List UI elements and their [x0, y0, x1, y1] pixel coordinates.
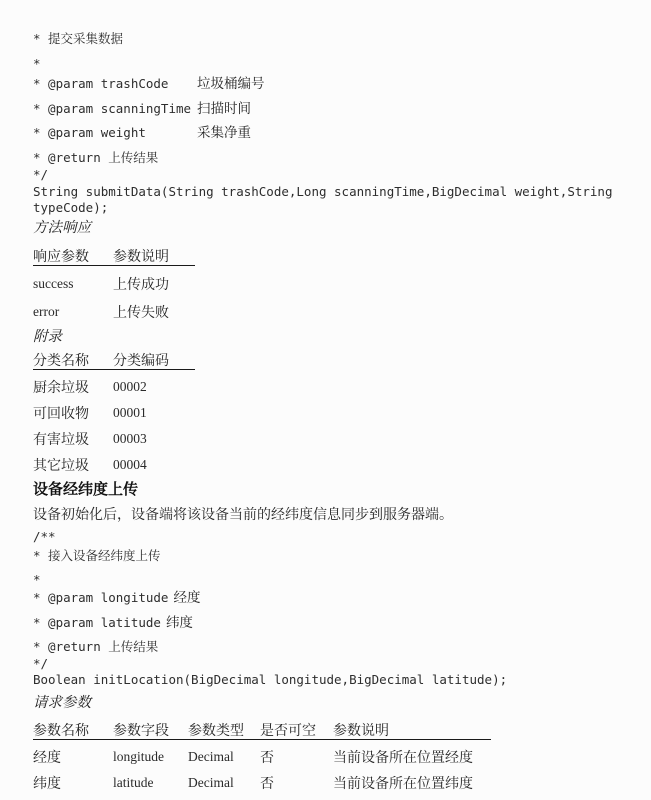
javadoc-summary-line: * 接入设备经纬度上传 — [33, 548, 161, 563]
column-header: 参数字段 — [113, 722, 169, 738]
column-header: 是否可空 — [260, 722, 316, 738]
location-section — [33, 480, 633, 796]
param-label: 纬度 — [165, 615, 193, 631]
param-type-cell: Decimal — [188, 775, 234, 790]
table-row — [33, 770, 491, 796]
column-header: 参数名称 — [33, 722, 89, 738]
section-heading-response: 方法响应 — [33, 220, 91, 236]
table-row — [33, 744, 491, 770]
param-code: * @param latitude — [33, 615, 161, 630]
response-desc-cell: 上传成功 — [113, 276, 169, 292]
javadoc-close-line: */ — [33, 167, 49, 182]
category-name-cell: 有害垃圾 — [33, 431, 89, 447]
javadoc-open-line: /** — [33, 529, 56, 544]
appendix-table-header — [33, 350, 195, 370]
response-section — [33, 219, 633, 326]
javadoc-param-line — [33, 614, 633, 632]
param-field-cell: longitude — [113, 749, 164, 764]
javadoc-blank-line: * — [33, 572, 41, 587]
response-table-rows — [33, 266, 195, 326]
param-name-cell: 经度 — [33, 749, 61, 765]
javadoc-return-line: * @return 上传结果 — [33, 639, 159, 654]
param-nullable-cell: 否 — [260, 775, 274, 791]
request-table-header — [33, 720, 491, 740]
section-heading-appendix: 附录 — [33, 329, 62, 345]
table-row — [33, 270, 195, 298]
appendix-table-rows — [33, 370, 195, 478]
response-table-header — [33, 246, 195, 266]
param-label: 经度 — [173, 590, 201, 606]
table-row — [33, 452, 195, 478]
table-row — [33, 374, 195, 400]
category-name-cell: 厨余垃圾 — [33, 379, 89, 395]
method-signature-initlocation: Boolean initLocation(BigDecimal longitude,BigDecimal latitude); — [33, 672, 508, 687]
submit-data-javadoc — [33, 30, 633, 216]
method-signature-submitdata: String submitData(String trashCode,Long scanningTime,BigDecimal weight,String typeCode); — [33, 184, 613, 215]
response-param-cell: error — [33, 304, 60, 319]
param-desc-cell: 当前设备所在位置纬度 — [333, 775, 473, 791]
param-code: * @param longitude — [33, 590, 169, 605]
location-description: 设备初始化后，设备端将该设备当前的经纬度信息同步到服务器端。 — [33, 506, 453, 522]
category-code-cell: 00001 — [113, 405, 147, 420]
category-code-cell: 00004 — [113, 457, 147, 472]
javadoc-param-line — [33, 589, 633, 607]
param-desc-cell: 当前设备所在位置经度 — [333, 749, 473, 765]
column-header: 分类编码 — [113, 352, 169, 368]
request-table-rows — [33, 740, 491, 796]
javadoc-summary-line: * 提交采集数据 — [33, 31, 124, 46]
column-header: 参数说明 — [113, 248, 169, 264]
javadoc-return-line: * @return 上传结果 — [33, 150, 159, 165]
javadoc-param-line — [33, 75, 633, 93]
column-header: 分类名称 — [33, 352, 89, 368]
section-heading-request-params: 请求参数 — [33, 695, 91, 711]
appendix-table — [33, 350, 195, 478]
response-desc-cell: 上传失败 — [113, 304, 169, 320]
javadoc-close-line: */ — [33, 656, 49, 671]
column-header: 响应参数 — [33, 248, 89, 264]
appendix-section — [33, 328, 633, 478]
param-code: * @param trashCode — [33, 76, 169, 91]
javadoc-param-line — [33, 124, 633, 142]
response-param-cell: success — [33, 276, 74, 291]
table-row — [33, 426, 195, 452]
response-table — [33, 246, 195, 326]
section-heading-location-upload: 设备经纬度上传 — [33, 481, 139, 498]
param-label: 采集净重 — [197, 125, 251, 141]
request-params-table — [33, 720, 491, 796]
table-row — [33, 298, 195, 326]
column-header: 参数说明 — [333, 722, 389, 738]
param-name-cell: 纬度 — [33, 775, 61, 791]
param-field-cell: latitude — [113, 775, 154, 790]
category-code-cell: 00003 — [113, 431, 147, 446]
category-name-cell: 可回收物 — [33, 405, 89, 421]
javadoc-param-line — [33, 100, 633, 118]
table-row — [33, 400, 195, 426]
param-label: 垃圾桶编号 — [197, 76, 265, 92]
category-name-cell: 其它垃圾 — [33, 457, 89, 473]
param-code: * @param weight — [33, 125, 146, 140]
column-header: 参数类型 — [188, 722, 244, 738]
param-label: 扫描时间 — [197, 101, 252, 117]
javadoc-blank-line: * — [33, 56, 41, 71]
param-code: * @param scanningTime — [33, 101, 192, 116]
param-type-cell: Decimal — [188, 749, 234, 764]
category-code-cell: 00002 — [113, 379, 147, 394]
param-nullable-cell: 否 — [260, 749, 274, 765]
